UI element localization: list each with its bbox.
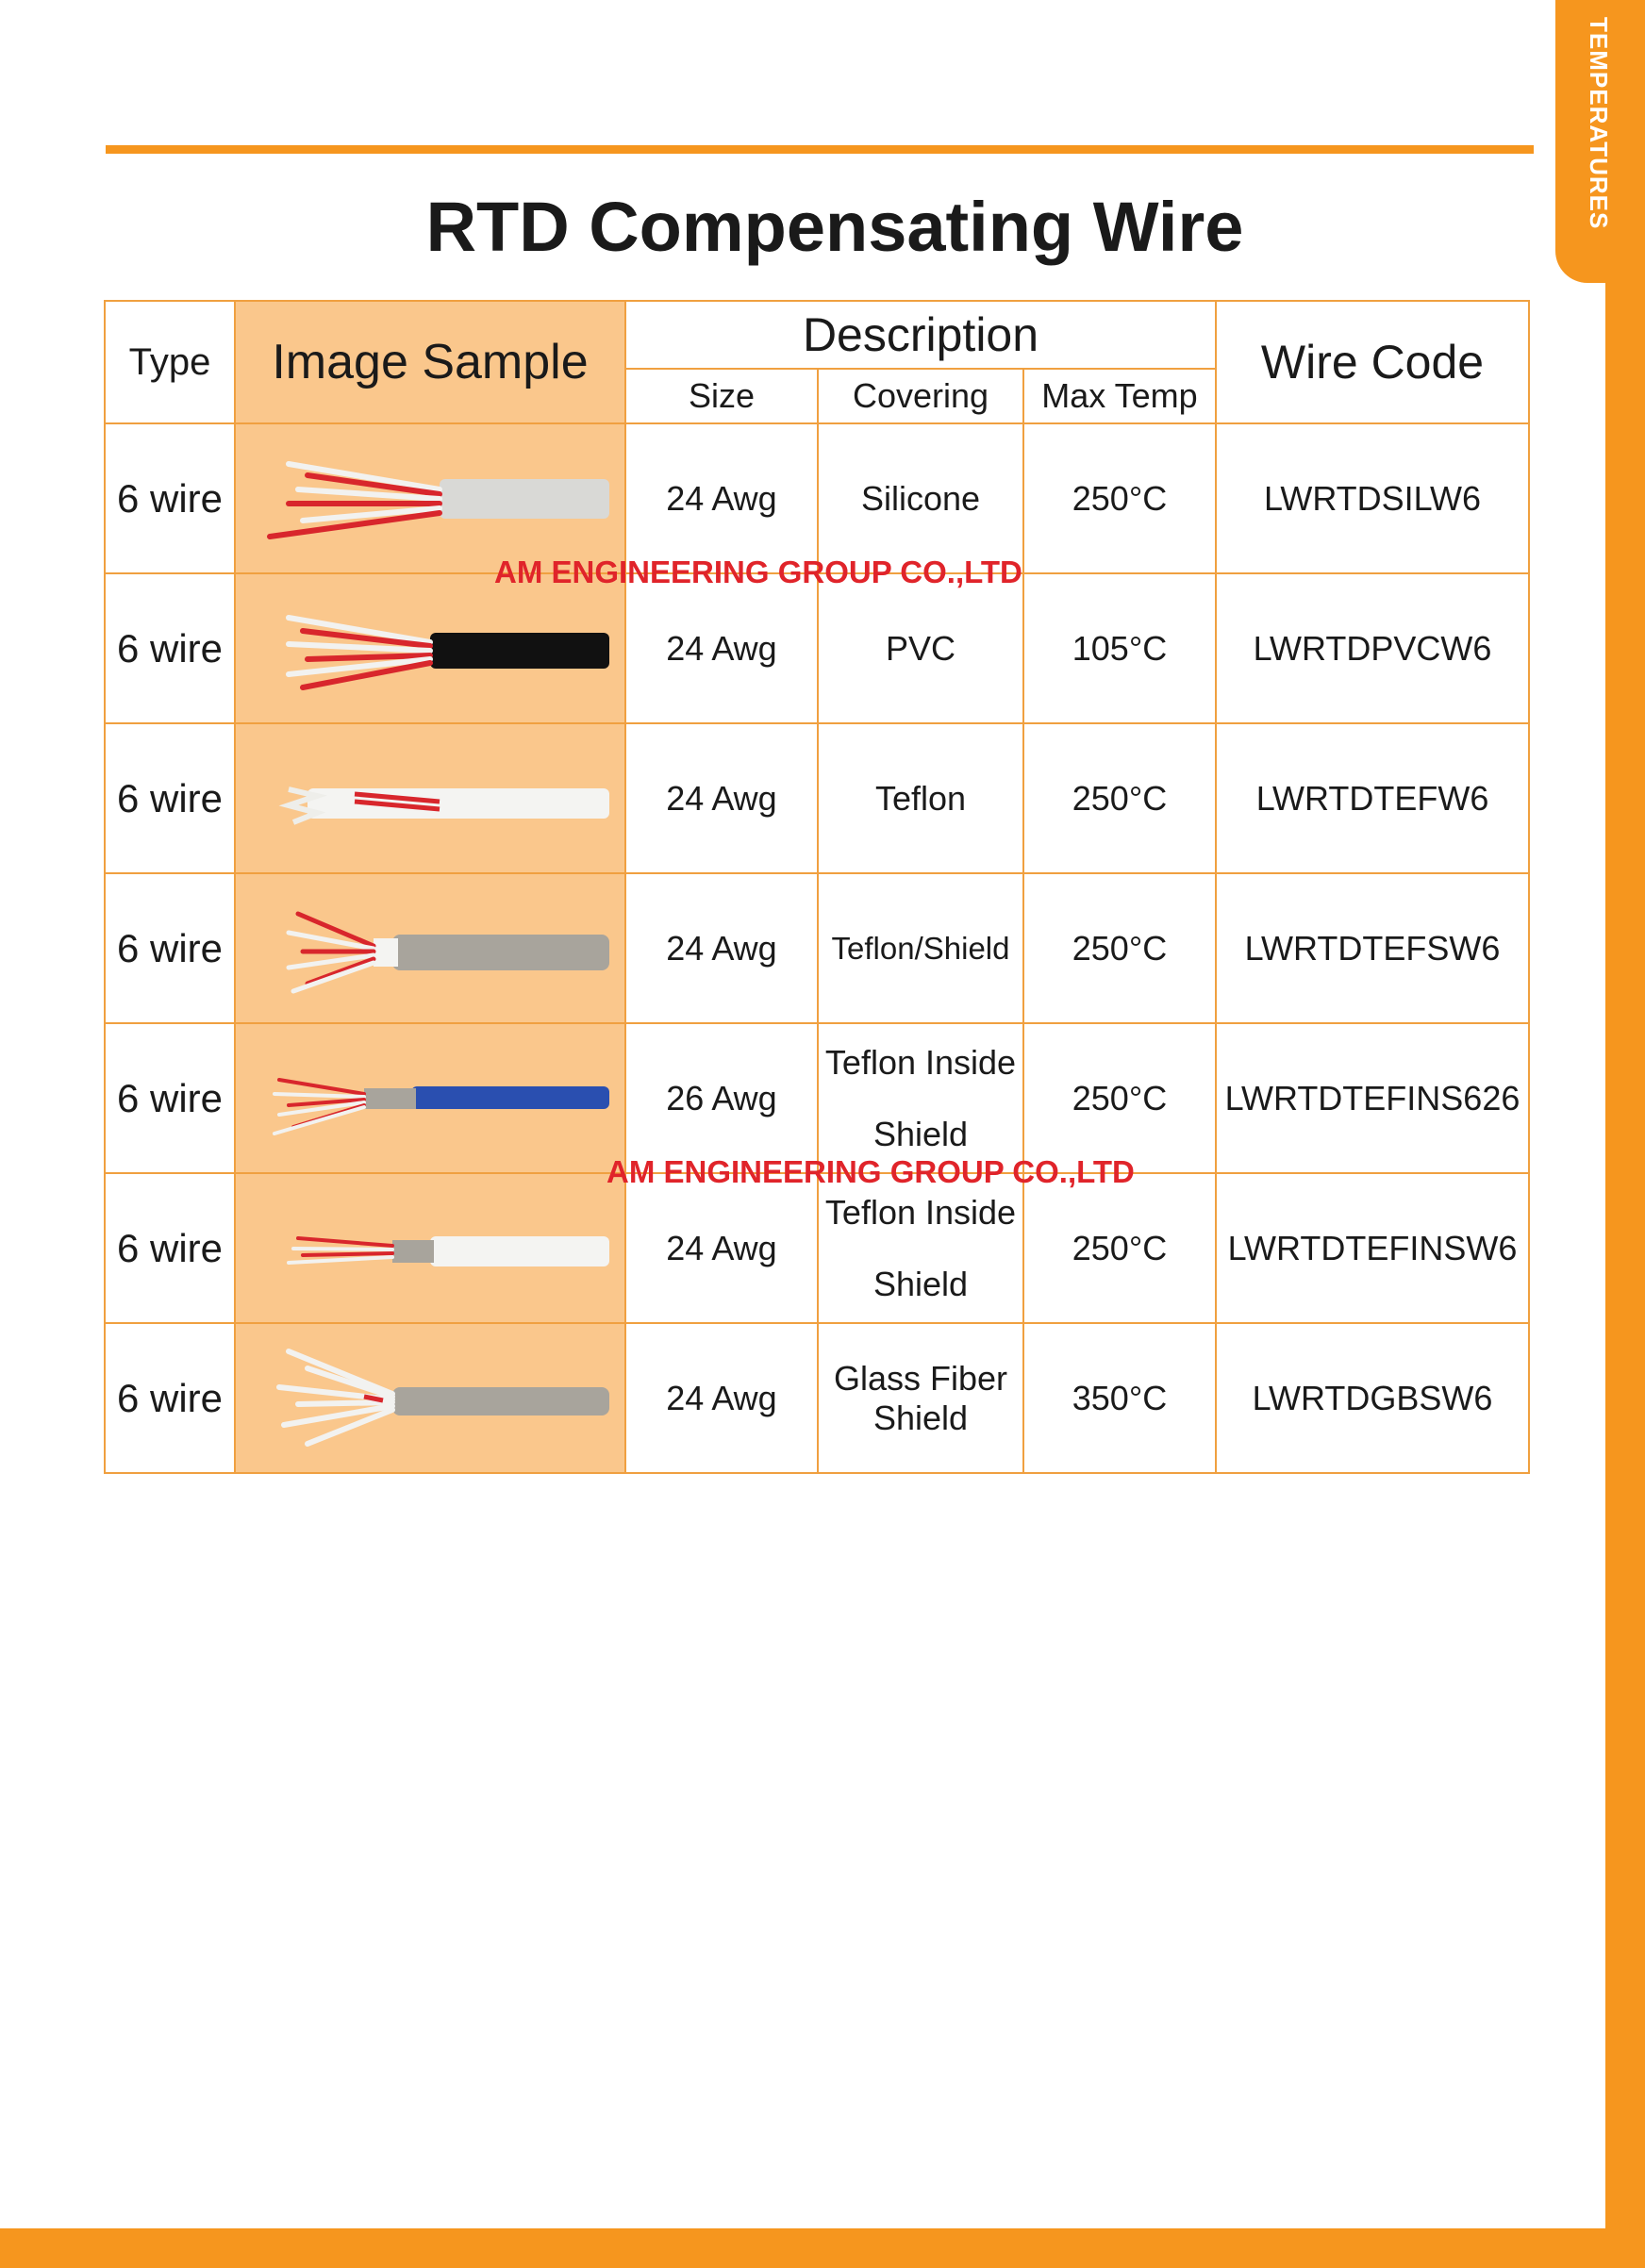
wire-image-teflon xyxy=(235,723,625,873)
covering-line-2: Shield xyxy=(872,1114,969,1153)
cell-wire-code: LWRTDTEFSW6 xyxy=(1216,873,1529,1023)
wire-image-blue-shield xyxy=(235,1023,625,1173)
cell-covering xyxy=(818,1173,1023,1323)
covering-line-2: Shield xyxy=(872,1264,969,1303)
table-row xyxy=(105,1173,1529,1323)
cell-type: 6 wire xyxy=(105,1323,235,1473)
bottom-band xyxy=(0,2228,1645,2268)
covering-line-2: Shield xyxy=(872,1398,969,1437)
cell-type: 6 wire xyxy=(105,723,235,873)
cell-size: 24 Awg xyxy=(625,873,818,1023)
table-row xyxy=(105,1023,1529,1173)
cell-type: 6 wire xyxy=(105,873,235,1023)
cell-size: 24 Awg xyxy=(625,1173,818,1323)
table-row xyxy=(105,423,1529,573)
cell-wire-code: LWRTDPVCW6 xyxy=(1216,573,1529,723)
section-tab-label: TEMPERATURES xyxy=(1585,17,1613,230)
page-title: RTD Compensating Wire xyxy=(425,188,1244,266)
cell-size: 24 Awg xyxy=(625,423,818,573)
cell-wire-code: LWRTDTEFINSW6 xyxy=(1216,1173,1529,1323)
cell-covering: PVC xyxy=(818,573,1023,723)
cell-max-temp: 105°C xyxy=(1023,573,1216,723)
header-type: Type xyxy=(105,301,235,423)
wire-image-silicone xyxy=(235,423,625,573)
table-row xyxy=(105,723,1529,873)
cell-covering: Silicone xyxy=(818,423,1023,573)
top-rule xyxy=(106,145,1534,154)
table-row xyxy=(105,573,1529,723)
cell-max-temp: 250°C xyxy=(1023,1173,1216,1323)
cell-covering xyxy=(818,1323,1023,1473)
cell-type: 6 wire xyxy=(105,1173,235,1323)
cell-covering xyxy=(818,1023,1023,1173)
cell-wire-code: LWRTDTEFW6 xyxy=(1216,723,1529,873)
header-image-sample: Image Sample xyxy=(235,301,625,423)
wire-image-teflon-shield xyxy=(235,873,625,1023)
cell-max-temp: 250°C xyxy=(1023,1023,1216,1173)
wire-image-white-shield xyxy=(235,1173,625,1323)
cell-size: 24 Awg xyxy=(625,573,818,723)
cell-size: 24 Awg xyxy=(625,1323,818,1473)
wire-image-glass-fiber xyxy=(235,1323,625,1473)
watermark: AM ENGINEERING GROUP CO.,LTD xyxy=(494,555,1022,589)
cell-wire-code: LWRTDGBSW6 xyxy=(1216,1323,1529,1473)
cell-size: 26 Awg xyxy=(625,1023,818,1173)
header-max-temp: Max Temp xyxy=(1023,369,1216,423)
side-band xyxy=(1605,0,1645,2268)
covering-line-1: Teflon Inside xyxy=(824,1192,1017,1232)
cell-covering: Teflon xyxy=(818,723,1023,873)
cell-covering: Teflon/Shield xyxy=(818,873,1023,1023)
cell-type: 6 wire xyxy=(105,1023,235,1173)
cell-max-temp: 350°C xyxy=(1023,1323,1216,1473)
cell-wire-code: LWRTDTEFINS626 xyxy=(1216,1023,1529,1173)
covering-line-1: Teflon Inside xyxy=(824,1042,1017,1082)
header-row xyxy=(105,301,1529,369)
wire-image-pvc xyxy=(235,573,625,723)
cell-type: 6 wire xyxy=(105,573,235,723)
header-covering: Covering xyxy=(818,369,1023,423)
cell-type: 6 wire xyxy=(105,423,235,573)
cell-size: 24 Awg xyxy=(625,723,818,873)
watermark: AM ENGINEERING GROUP CO.,LTD xyxy=(606,1154,1135,1189)
table-row xyxy=(105,873,1529,1023)
cell-max-temp: 250°C xyxy=(1023,723,1216,873)
cell-wire-code: LWRTDSILW6 xyxy=(1216,423,1529,573)
header-wire-code: Wire Code xyxy=(1216,301,1529,423)
header-size: Size xyxy=(625,369,818,423)
table-row xyxy=(105,1323,1529,1473)
cell-max-temp: 250°C xyxy=(1023,423,1216,573)
header-description: Description xyxy=(625,301,1216,369)
covering-line-1: Glass Fiber xyxy=(833,1358,1008,1398)
spec-table xyxy=(104,300,1530,1474)
cell-max-temp: 250°C xyxy=(1023,873,1216,1023)
